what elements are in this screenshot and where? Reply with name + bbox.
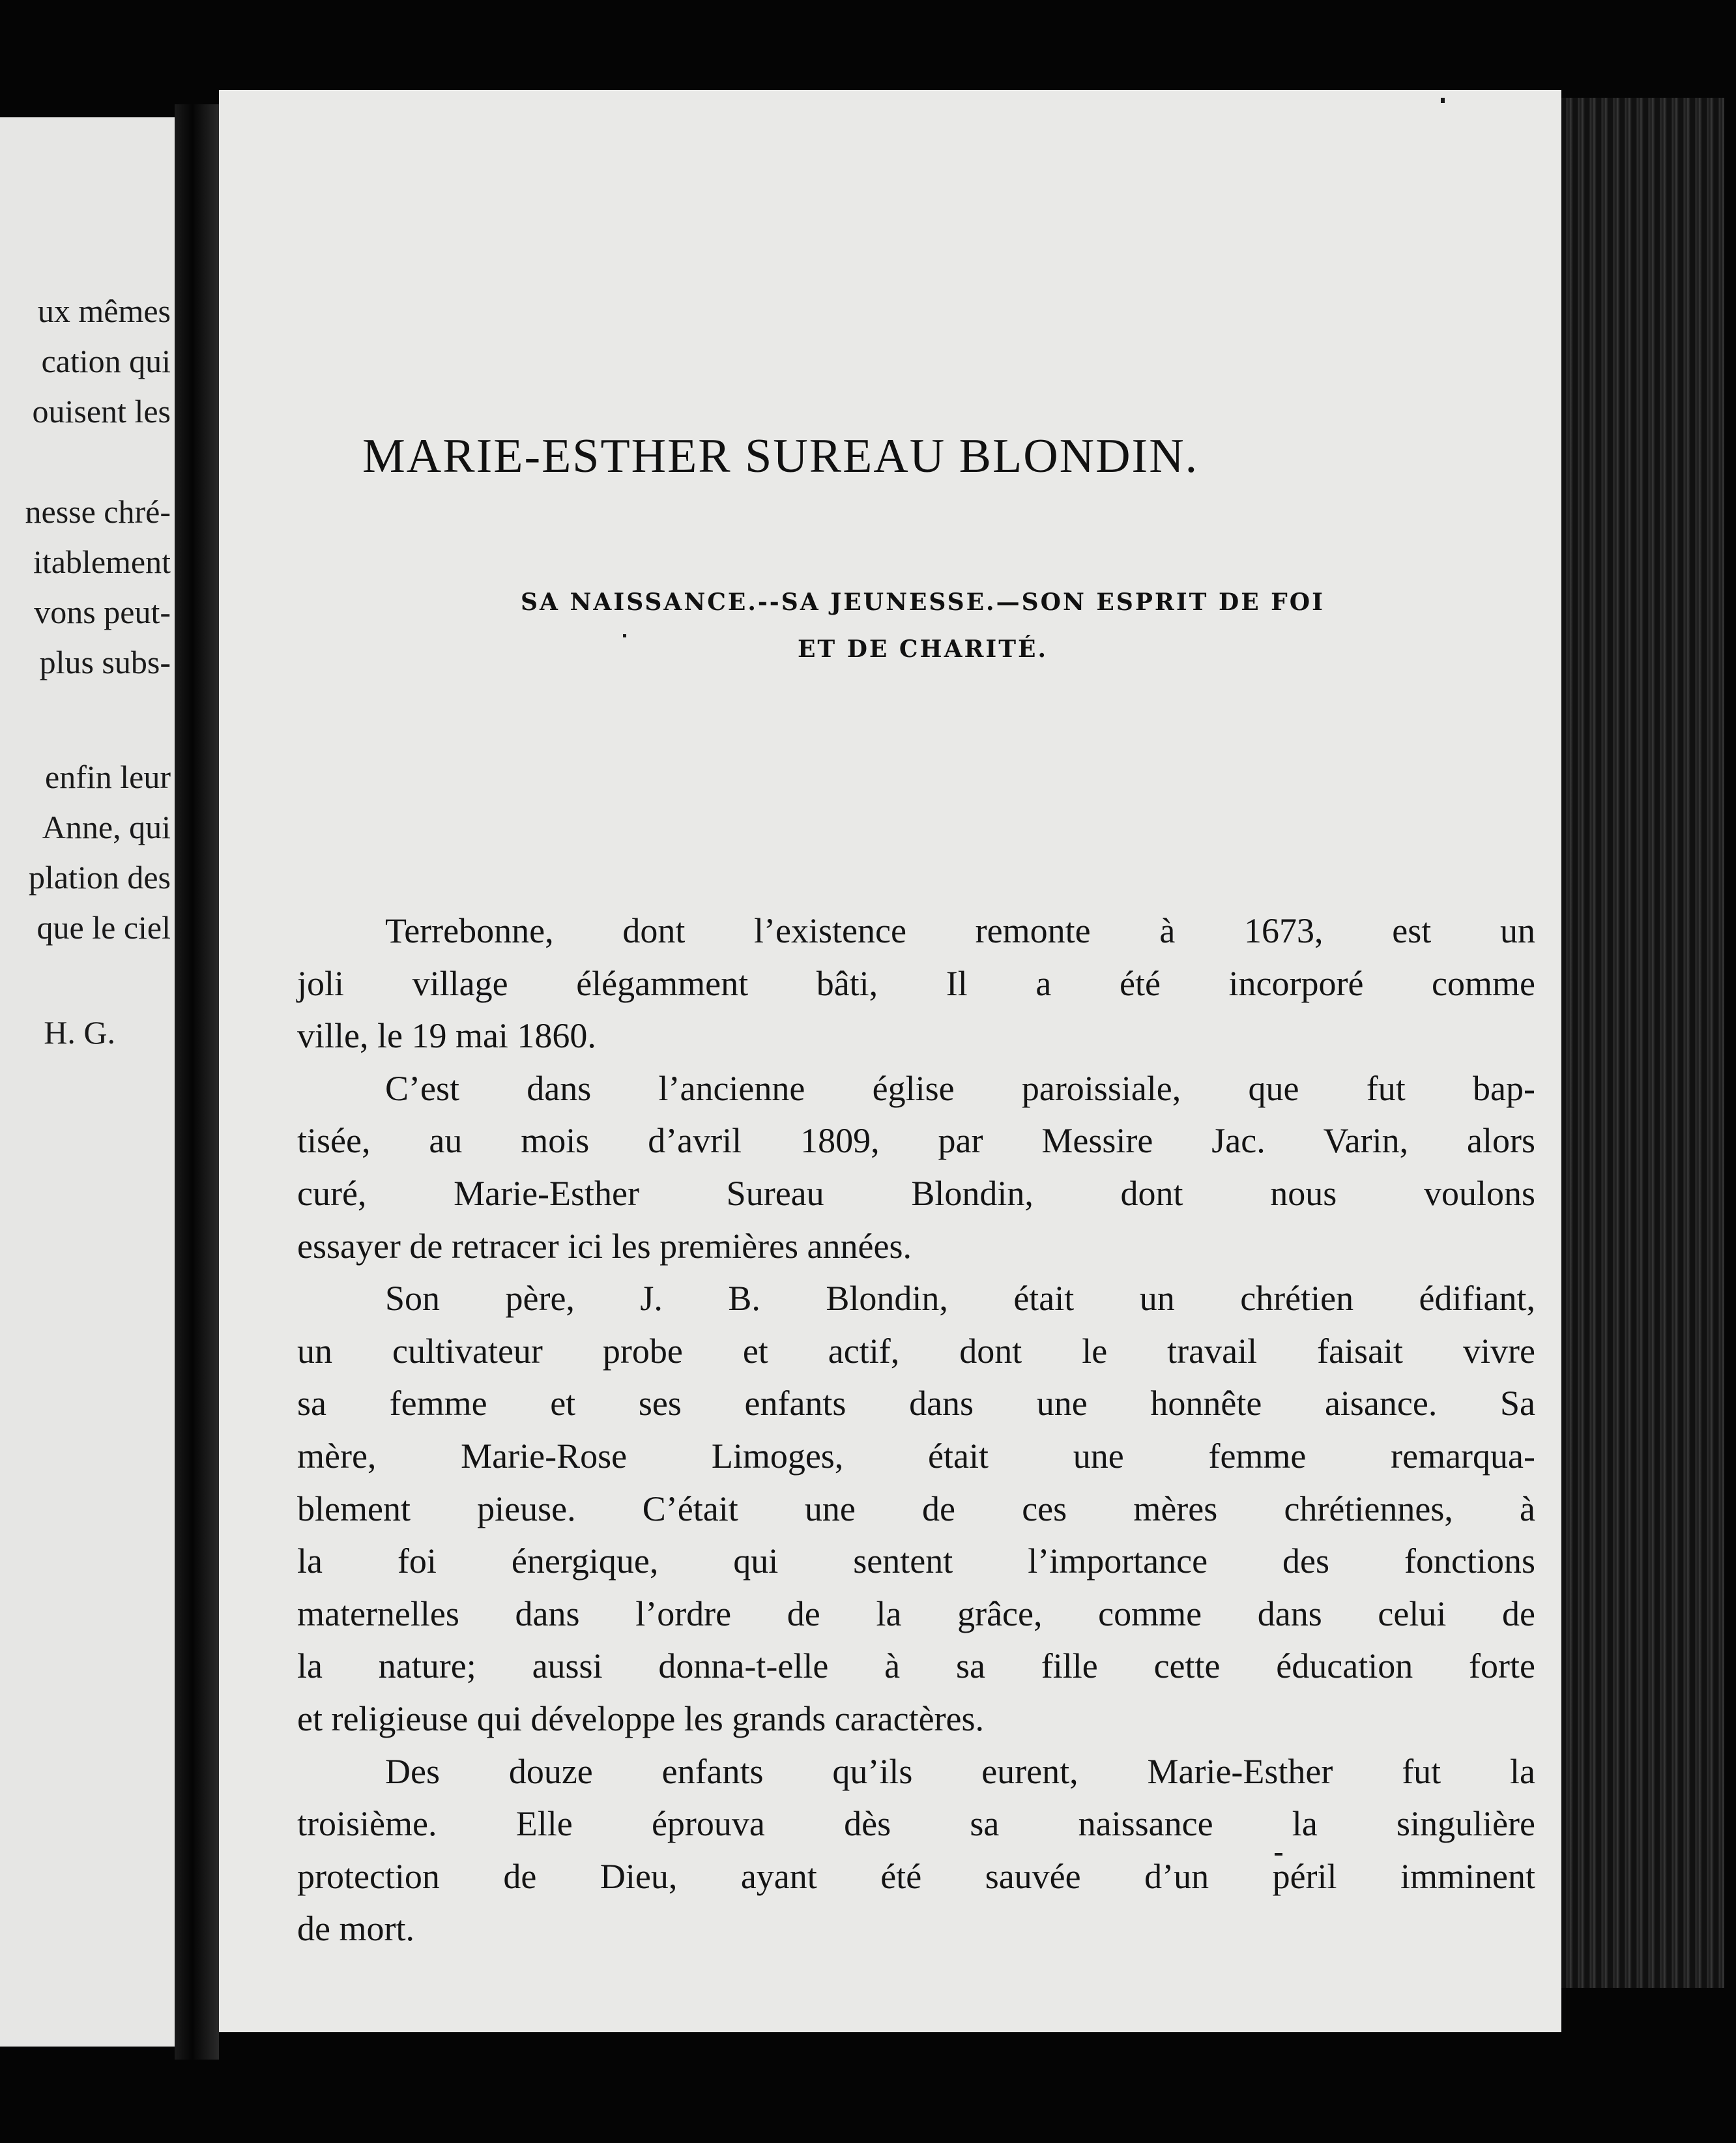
body-text <box>297 905 1535 1955</box>
book-gutter <box>175 104 219 2060</box>
chapter-subtitle <box>336 579 1509 673</box>
subtitle-line: ET DE CHARITÉ. <box>797 635 1049 663</box>
left-line: cation qui <box>41 343 171 379</box>
text-line: tisée, au mois d’avril 1809, par Messire Jac. Varin, alors <box>297 1121 1535 1161</box>
left-line: vons peut- <box>34 594 171 630</box>
text-line: Son père, J. B. Blondin, était un chrétien édifiant, <box>385 1279 1535 1319</box>
text-line: Des douze enfants qu’ils eurent, Marie-Esther fut la <box>385 1751 1535 1791</box>
text-line: ville, le 19 mai 1860. <box>297 1016 596 1056</box>
left-line: nesse chré- <box>25 493 171 530</box>
left-signature: H. G. <box>44 1014 115 1051</box>
right-page <box>219 90 1561 2032</box>
paragraph <box>297 905 1535 1062</box>
scan-speck <box>1275 1853 1282 1856</box>
text-line: protection de Dieu, ayant été sauvée d’un péril imminent <box>297 1856 1535 1896</box>
text-line: joli village élégamment bâti, Il a été incorporé comme <box>297 963 1535 1003</box>
text-line: de mort. <box>297 1909 414 1949</box>
left-line: plation des <box>28 859 171 896</box>
paragraph <box>297 1062 1535 1272</box>
left-line: Anne, qui <box>42 809 171 845</box>
text-line: Terrebonne, dont l’existence remonte à 1673, est un <box>385 911 1535 950</box>
left-line: enfin leur <box>45 759 171 795</box>
left-line: ux mêmes <box>37 293 171 329</box>
page-edges <box>1561 98 1724 1988</box>
paragraph <box>297 1272 1535 1745</box>
scan-speck <box>1441 98 1445 103</box>
text-line: C’est dans l’ancienne église paroissiale, que fut bap- <box>385 1068 1535 1108</box>
text-line: mère, Marie-Rose Limoges, était une femme remarqua- <box>297 1436 1535 1476</box>
text-line: la nature; aussi donna-t-elle à sa fille cette éducation forte <box>297 1646 1535 1686</box>
text-line: et religieuse qui développe les grands caractères. <box>297 1698 985 1738</box>
left-page-fragment <box>0 117 175 2047</box>
text-line: un cultivateur probe et actif, dont le travail faisait vivre <box>297 1331 1535 1371</box>
left-line: plus subs- <box>39 644 171 680</box>
left-line: que le ciel <box>36 909 171 946</box>
text-line: maternelles dans l’ordre de la grâce, comme dans celui de <box>297 1594 1535 1633</box>
text-line: curé, Marie-Esther Sureau Blondin, dont nous voulons <box>297 1173 1535 1213</box>
left-line: ouisent les <box>32 393 171 430</box>
scan-speck <box>623 634 626 637</box>
left-line: itablement <box>33 544 171 580</box>
text-line: troisième. Elle éprouva dès sa naissance la singulière <box>297 1804 1535 1844</box>
text-line: blement pieuse. C’était une de ces mères chrétiennes, à <box>297 1489 1535 1528</box>
page-title: MARIE-ESTHER SUREAU BLONDIN. <box>362 430 1199 483</box>
text-line: sa femme et ses enfants dans une honnête aisance. Sa <box>297 1384 1535 1423</box>
text-line: essayer de retracer ici les premières années. <box>297 1226 912 1266</box>
text-line: la foi énergique, qui sentent l’importance des fonctions <box>297 1541 1535 1581</box>
paragraph <box>297 1745 1535 1955</box>
subtitle-line: SA NAISSANCE.--SA JEUNESSE.—SON ESPRIT DE FOI <box>521 589 1325 616</box>
